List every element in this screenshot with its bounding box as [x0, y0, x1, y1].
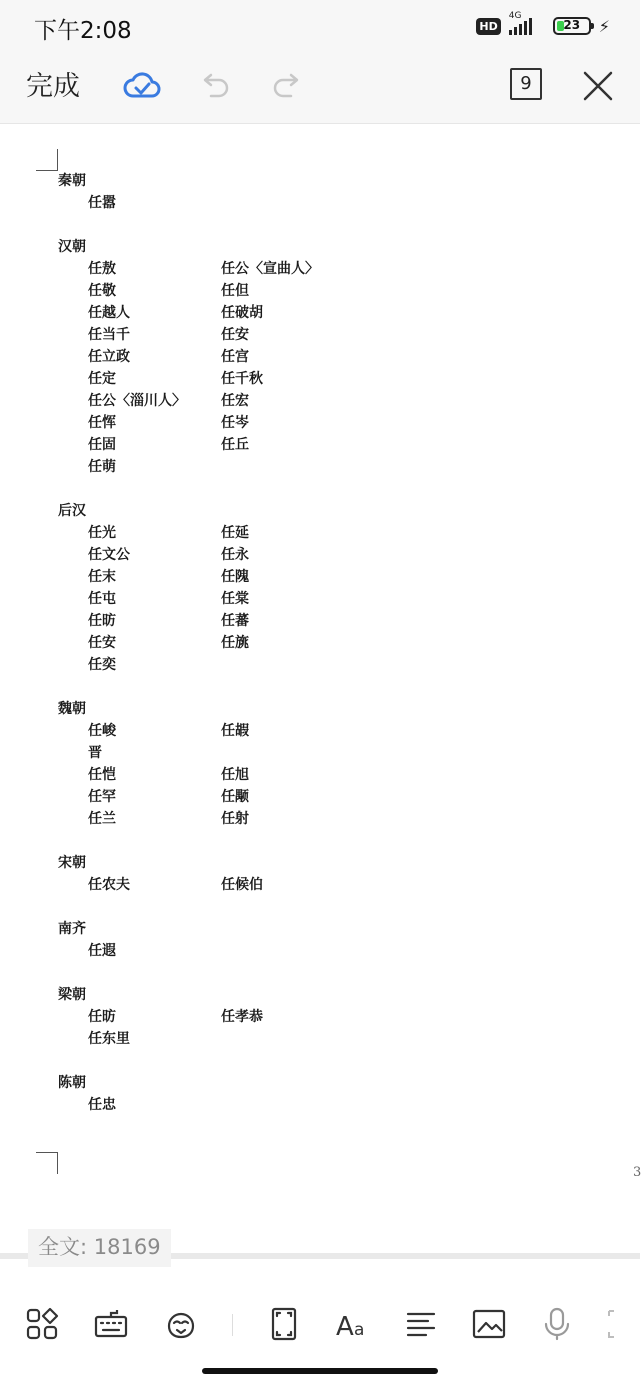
person-name: 任宫 — [221, 349, 249, 365]
crop-mark-bottom — [36, 1152, 58, 1174]
name-row — [58, 192, 558, 214]
person-name: 任萌 — [88, 459, 116, 475]
person-name — [221, 1028, 421, 1050]
person-name: 任岑 — [221, 415, 249, 431]
person-name — [221, 940, 421, 962]
name-row — [58, 412, 558, 434]
person-name: 任公〈淄川人〉 — [88, 393, 186, 409]
person-name: 任昉 — [88, 1009, 116, 1025]
dynasty-title: 秦朝 — [58, 173, 86, 189]
dynasty-title: 陈朝 — [58, 1075, 86, 1091]
name-row — [58, 742, 558, 764]
person-name: 任孝恭 — [221, 1009, 263, 1025]
person-name: 任公〈宣曲人〉 — [221, 261, 319, 277]
person-name: 任嚣 — [88, 195, 116, 211]
person-name: 任蕃 — [221, 613, 249, 629]
apps-icon[interactable] — [24, 1306, 60, 1342]
toolbar-separator — [232, 1314, 233, 1336]
name-row — [58, 1006, 558, 1028]
person-name: 晋 — [88, 745, 102, 761]
redo-icon[interactable] — [266, 66, 306, 106]
name-row — [58, 434, 558, 456]
name-row — [58, 654, 558, 676]
image-icon[interactable] — [471, 1306, 507, 1342]
name-row — [58, 566, 558, 588]
dynasty-section — [58, 984, 558, 1050]
document-body[interactable] — [58, 170, 558, 1138]
name-row — [58, 390, 558, 412]
person-name: 任隗 — [221, 569, 249, 585]
crop-mark-top — [36, 149, 58, 171]
dynasty-section — [58, 170, 558, 214]
dynasty-section — [58, 852, 558, 896]
keyboard-icon[interactable] — [93, 1306, 129, 1342]
dynasty-title: 宋朝 — [58, 855, 86, 871]
editor-toolbar — [0, 52, 640, 124]
cloud-sync-icon[interactable] — [122, 66, 162, 106]
name-row — [58, 808, 558, 830]
name-row — [58, 764, 558, 786]
status-time: 下午2:08 — [34, 18, 132, 44]
network-type: 4G — [508, 11, 522, 21]
person-name: 任屯 — [88, 591, 116, 607]
name-row — [58, 720, 558, 742]
name-row — [58, 940, 558, 962]
name-row — [58, 874, 558, 896]
font-icon[interactable] — [335, 1306, 371, 1342]
name-row — [58, 302, 558, 324]
person-name: 任恺 — [88, 767, 116, 783]
person-name: 任候伯 — [221, 877, 263, 893]
person-name: 任光 — [88, 525, 116, 541]
person-name: 任敬 — [88, 283, 116, 299]
person-name: 任旭 — [221, 767, 249, 783]
person-name — [221, 654, 421, 676]
person-name: 任奕 — [88, 657, 116, 673]
person-name: 任罕 — [88, 789, 116, 805]
name-row — [58, 786, 558, 808]
bottom-toolbar — [0, 1290, 640, 1360]
person-name: 任越人 — [88, 305, 130, 321]
person-name: 任固 — [88, 437, 116, 453]
person-name: 任颙 — [221, 789, 249, 805]
person-name: 任当千 — [88, 327, 130, 343]
dynasty-title: 南齐 — [58, 921, 86, 937]
dynasty-section — [58, 236, 558, 478]
name-row — [58, 258, 558, 280]
battery-icon — [553, 17, 591, 35]
person-name: 任定 — [88, 371, 116, 387]
home-indicator[interactable] — [202, 1368, 438, 1374]
microphone-icon[interactable] — [539, 1306, 575, 1342]
person-name: 任但 — [221, 283, 249, 299]
person-name: 任昉 — [88, 613, 116, 629]
name-row — [58, 1094, 558, 1116]
signal-icon — [507, 11, 547, 37]
name-row — [58, 1028, 558, 1050]
svg-text:A: A — [336, 1312, 354, 1342]
name-row — [58, 280, 558, 302]
name-row — [58, 456, 558, 478]
dynasty-section — [58, 500, 558, 676]
person-name: 任破胡 — [221, 305, 263, 321]
person-name — [221, 1094, 421, 1116]
person-name: 任旐 — [221, 635, 249, 651]
person-name: 任安 — [221, 327, 249, 343]
person-name: 任延 — [221, 525, 249, 541]
person-name — [221, 456, 421, 478]
dynasty-title: 梁朝 — [58, 987, 86, 1003]
dynasty-title: 魏朝 — [58, 701, 86, 717]
name-row — [58, 368, 558, 390]
charging-icon: ⚡ — [598, 16, 610, 36]
person-name: 任恽 — [88, 415, 116, 431]
person-name: 任射 — [221, 811, 249, 827]
name-row — [58, 610, 558, 632]
name-row — [58, 346, 558, 368]
done-button[interactable]: 完成 — [26, 71, 80, 102]
fullscreen-icon[interactable] — [266, 1306, 302, 1342]
person-name: 任永 — [221, 547, 249, 563]
person-name: 任安 — [88, 635, 116, 651]
align-icon[interactable] — [403, 1306, 439, 1342]
person-name: 任峻 — [88, 723, 116, 739]
person-name: 任立政 — [88, 349, 130, 365]
name-row — [58, 324, 558, 346]
person-name: 任文公 — [88, 547, 130, 563]
person-name: 任嘏 — [221, 723, 249, 739]
undo-icon[interactable] — [196, 66, 236, 106]
person-name — [221, 742, 421, 764]
word-count: 全文: 18169 — [28, 1229, 171, 1267]
person-name: 任忠 — [88, 1097, 116, 1113]
person-name: 任末 — [88, 569, 116, 585]
status-bar — [0, 0, 640, 52]
person-name: 任千秋 — [221, 371, 263, 387]
person-name: 任兰 — [88, 811, 116, 827]
name-row — [58, 522, 558, 544]
dynasty-title: 后汉 — [58, 503, 86, 519]
dynasty-section — [58, 1072, 558, 1116]
more-tools-icon[interactable] — [606, 1306, 620, 1342]
battery-level: 23 — [563, 18, 581, 32]
person-name: 任敖 — [88, 261, 116, 277]
name-row — [58, 544, 558, 566]
person-name: 任农夫 — [88, 877, 130, 893]
dynasty-section — [58, 918, 558, 962]
person-name: 任东里 — [88, 1031, 130, 1047]
page-count-button[interactable]: 9 — [510, 68, 542, 100]
svg-text:a: a — [354, 1320, 365, 1340]
page-number: 3 — [633, 1165, 642, 1180]
status-icons — [476, 11, 610, 38]
person-name: 任遐 — [88, 943, 116, 959]
person-name: 任宏 — [221, 393, 249, 409]
close-icon[interactable] — [578, 66, 618, 106]
dynasty-section — [58, 698, 558, 830]
person-name — [221, 192, 421, 214]
hd-badge: HD — [476, 18, 500, 35]
document-page[interactable] — [0, 125, 640, 1255]
dynasty-title: 汉朝 — [58, 239, 86, 255]
name-row — [58, 632, 558, 654]
name-row — [58, 588, 558, 610]
person-name: 任丘 — [221, 437, 249, 453]
person-name: 任棠 — [221, 591, 249, 607]
assistant-icon[interactable] — [163, 1306, 199, 1342]
